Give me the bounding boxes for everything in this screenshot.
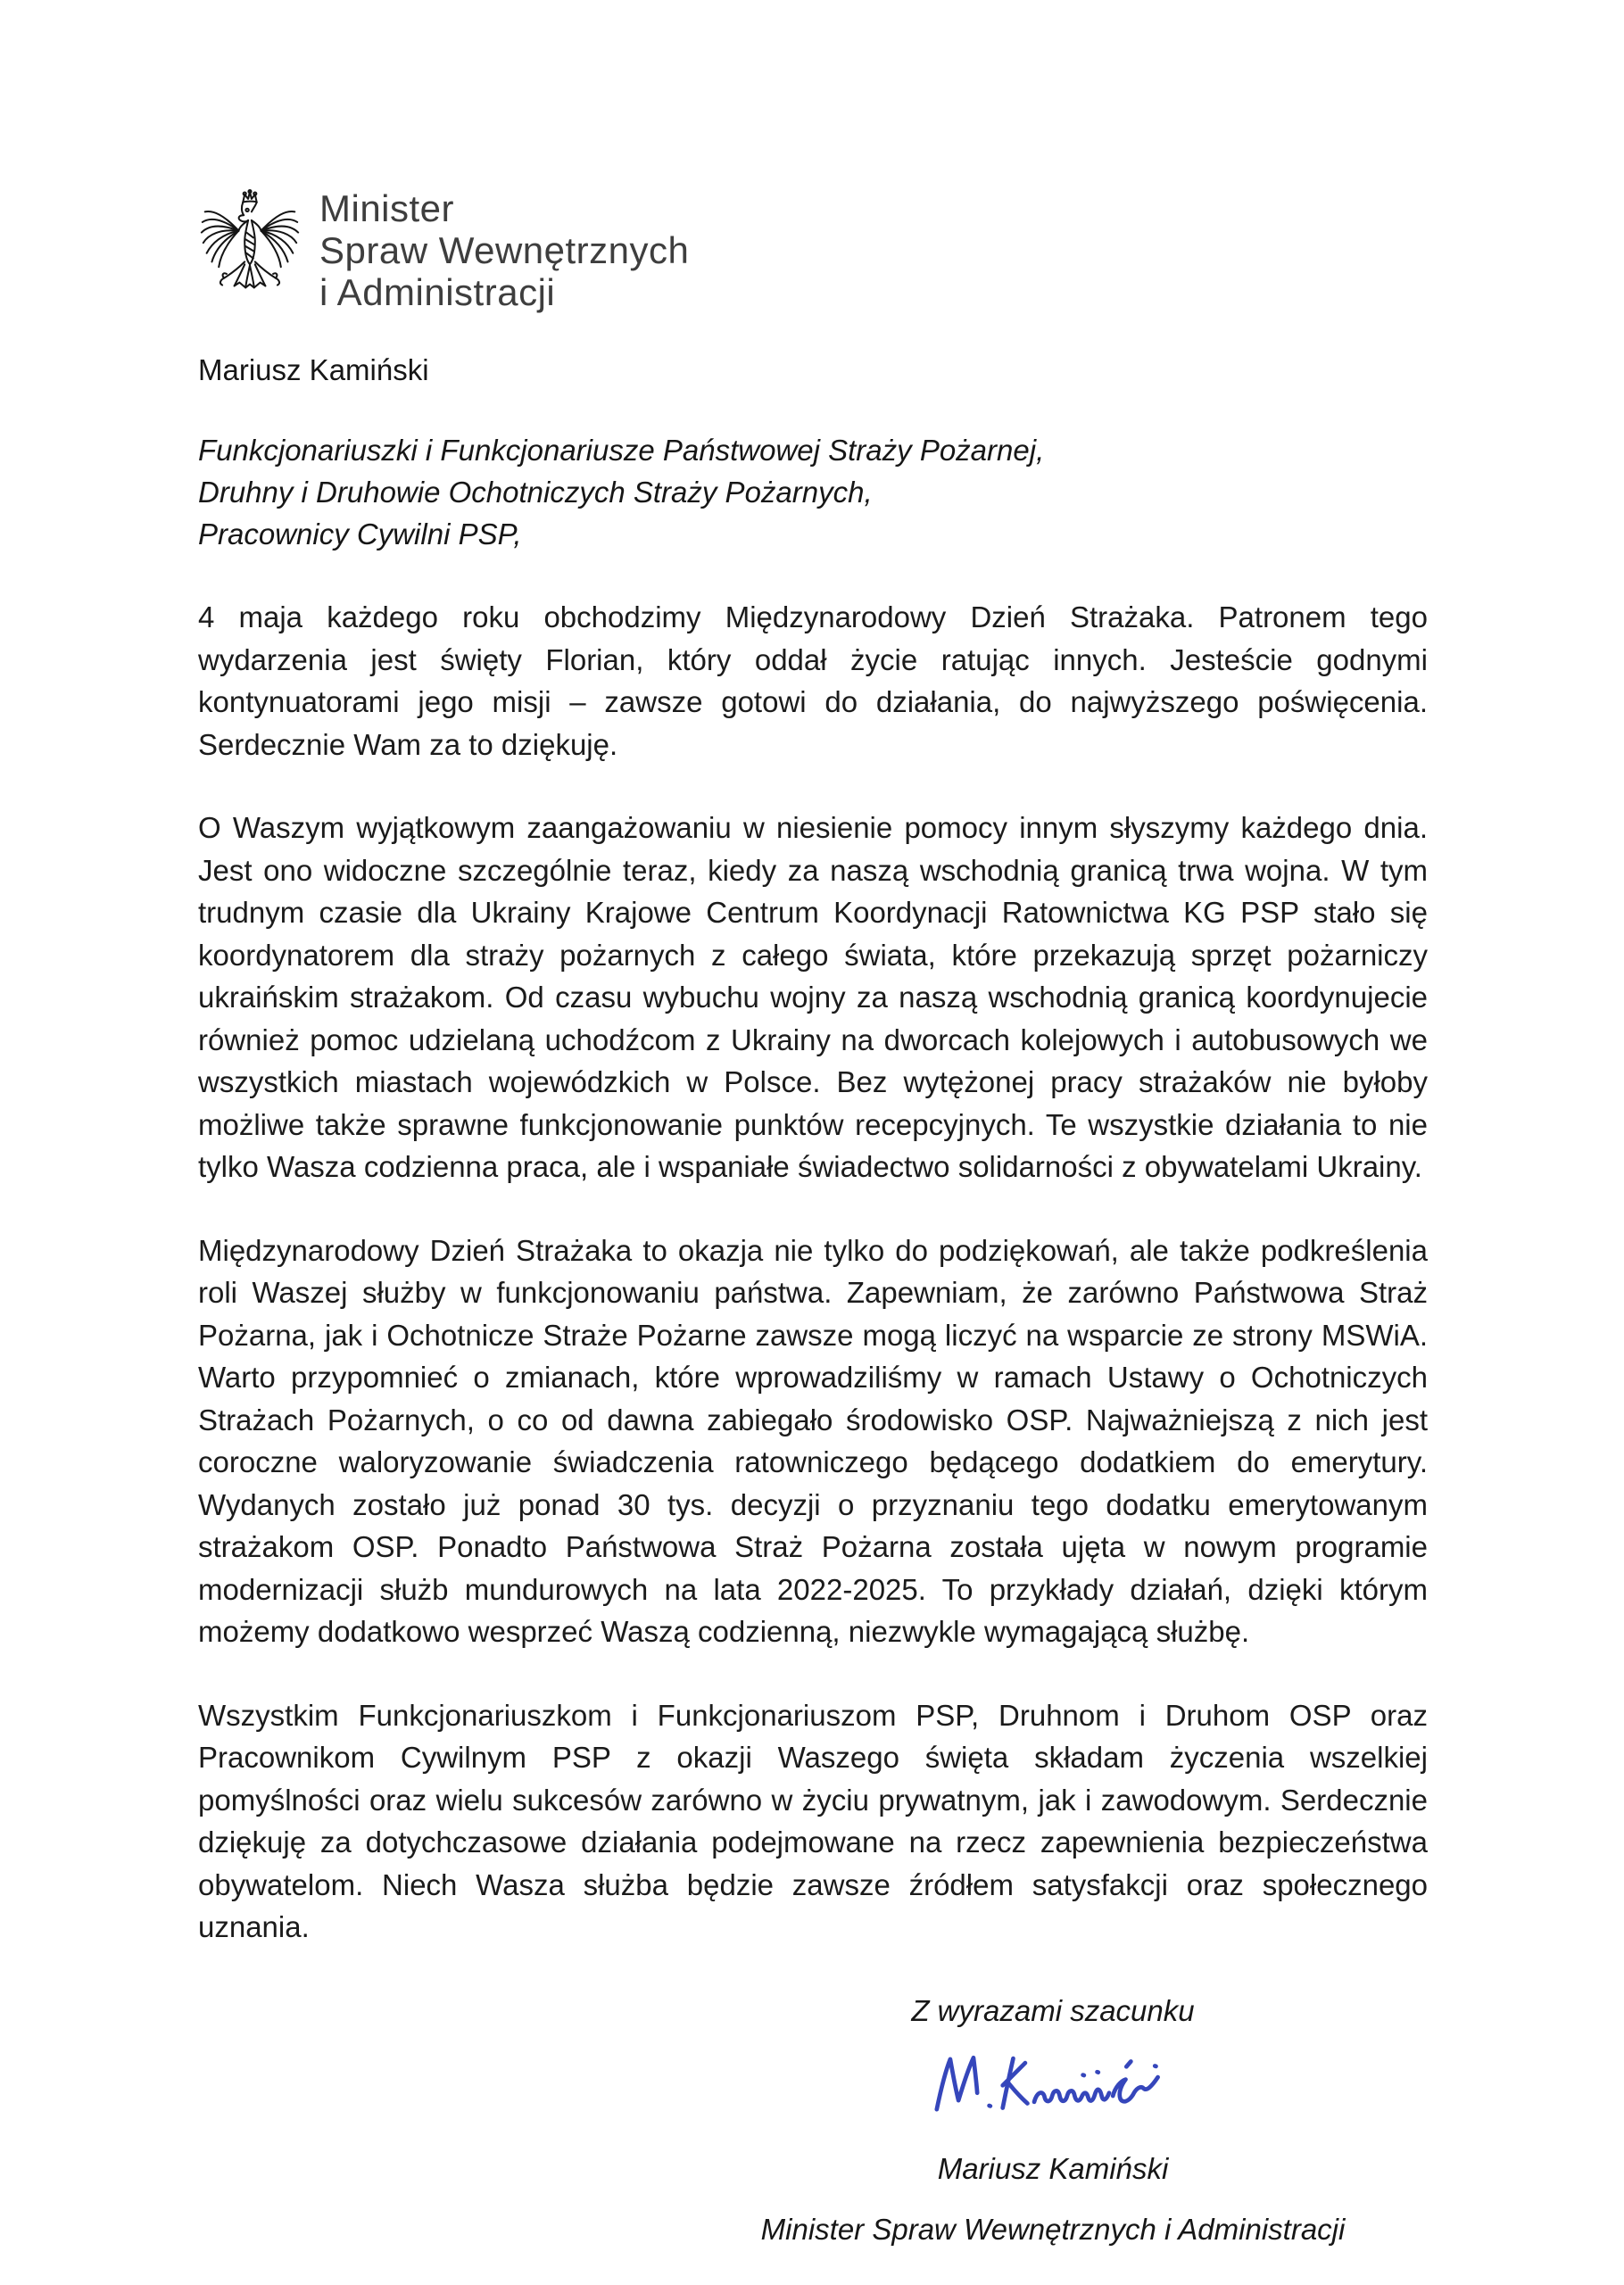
salutation-line-2: Druhny i Druhowie Ochotniczych Straży Pożarnych, bbox=[198, 476, 873, 509]
paragraph-2: O Waszym wyjątkowym zaangażowaniu w niesienie pomocy innym słyszymy każdego dnia. Jest ono widoczne szczególnie teraz, kiedy za naszą wschodnią granicą trwa wojna. W tym trudnym czasie dla Ukrainy Krajowe Centrum Koordynacji Ratownictwa KG PSP stało się koordynatorem dla straży pożarnych z całego świata, które przekazują sprzęt pożarniczy ukraińskim strażakom. Od czasu wybuchu wojny za naszą wschodnią granicą koordynujecie również pomoc udzielaną uchodźcom z Ukrainy na dworcach kolejowych i autobusowych we wszystkich miastach wojewódzkich w Polsce. Bez wytężonej pracy strażaków nie byłoby możliwe także sprawne funkcjonowanie punktów recepcyjnych. Te wszystkie działania to nie tylko Wasza codzienna praca, ale i wspaniałe świadectwo solidarności z obywatelami Ukrainy. bbox=[198, 811, 1428, 1183]
salutation-line-1: Funkcjonariuszki i Funkcjonariusze Państwowej Straży Pożarnej, bbox=[198, 434, 1045, 467]
letter-body bbox=[198, 596, 1428, 1949]
salutation bbox=[198, 429, 1428, 555]
handwritten-signature-icon bbox=[901, 2049, 1205, 2124]
letterhead bbox=[198, 186, 1428, 313]
salutation-line-3: Pracownicy Cywilni PSP, bbox=[198, 517, 522, 551]
paragraph-3: Międzynarodowy Dzień Strażaka to okazja nie tylko do podziękowań, ale także podkreślenia roli Waszej służby w funkcjonowaniu państwa. Zapewniam, że zarówno Państwowa Straż Pożarna, jak i Ochotnicze Straże Pożarne zawsze mogą liczyć na wsparcie ze strony MSWiA. Warto przypomnieć o zmianach, które wprowadziliśmy w ramach Ustawy o Ochotniczych Strażach Pożarnych, o co od dawna zabiegało środowisko OSP. Najważniejszą z nich jest coroczne waloryzowanie świadczenia ratowniczego będącego dodatkiem do emerytury. Wydanych zostało już ponad 30 tys. decyzji o przyznaniu tego dodatku emerytowanym strażakom OSP. Ponadto Państwowa Straż Pożarna została ujęta w nowym programie modernizacji służb mundurowych na lata 2022-2025. To przykłady działań, dzięki którym możemy dodatkowo wesprzeć Waszą codzienną, niezwykle wymagającą służbę. bbox=[198, 1233, 1428, 1648]
paragraph-1: 4 maja każdego roku obchodzimy Międzynarodowy Dzień Strażaka. Patronem tego wydarzenia jest święty Florian, który oddał życie ratując innych. Jesteście godnymi kontynuatorami jego misji – zawsze gotowi do działania, do najwyższego poświęcenia. Serdecznie Wam za to dziękuję. bbox=[198, 600, 1428, 761]
polish-eagle-icon bbox=[198, 187, 302, 305]
ministry-line-1: Minister bbox=[319, 187, 455, 229]
closing-block bbox=[705, 1990, 1401, 2250]
signer-title: Minister Spraw Wewnętrznych i Administracji bbox=[760, 2212, 1346, 2246]
paragraph-4: Wszystkim Funkcjonariuszkom i Funkcjonariuszom PSP, Druhnom i Druhom OSP oraz Pracownikom Cywilnym PSP z okazji Waszego święta składam życzenia wszelkiej pomyślności oraz wielu sukcesów zarówno w życiu prywatnym, jak i zawodowym. Serdecznie dziękuję za dotychczasowe działania podejmowane na rzecz zapewnienia bezpieczeństwa obywatelom. Niech Wasza służba będzie zawsze źródłem satysfakcji oraz społecznego uznania. bbox=[198, 1698, 1428, 1943]
author-name: Mariusz Kamiński bbox=[198, 353, 429, 386]
signer-name: Mariusz Kamiński bbox=[937, 2151, 1169, 2185]
closing-salute: Z wyrazami szacunku bbox=[911, 1993, 1195, 2027]
ministry-line-2: Spraw Wewnętrznych bbox=[319, 229, 690, 271]
ministry-title bbox=[319, 187, 689, 313]
ministry-line-3: i Administracji bbox=[319, 271, 556, 313]
